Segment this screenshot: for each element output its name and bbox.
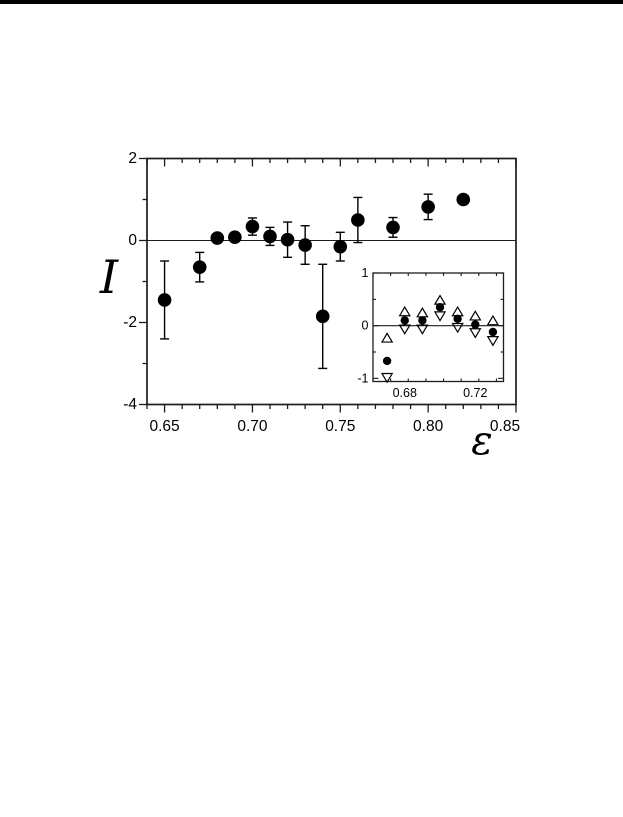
data-point-filled-circle [298,238,312,252]
main-x-tick-label: 0.85 [489,418,521,435]
data-point-filled-circle [418,316,426,324]
data-point-filled-circle [316,310,330,324]
main-y-tick-label: -4 [123,396,137,413]
inset-y-tick-label: 0 [361,318,369,333]
data-point-filled-circle [228,230,242,244]
data-point-filled-circle [383,357,391,365]
data-point-filled-circle [489,328,497,336]
data-point-filled-circle [246,220,260,234]
data-point-filled-circle [386,221,400,235]
inset-background [372,272,505,383]
main-x-tick-label: 0.70 [237,418,268,435]
inset-y-tick-label: -1 [357,371,369,386]
main-x-tick-label: 0.65 [149,418,180,435]
inset-x-tick-label: 0.68 [392,386,417,400]
data-point-filled-circle [263,230,277,244]
data-point-filled-circle [456,193,470,207]
data-point-filled-circle [193,260,207,274]
data-point-filled-circle [351,213,365,227]
main-y-axis-label: I [99,250,119,304]
inset-plot [357,266,504,400]
main-y-tick-label: -2 [123,314,137,331]
data-point-filled-circle [158,293,172,307]
main-x-axis-label: ε [471,418,493,464]
main-x-tick-label: 0.75 [325,418,356,435]
inset-x-tick-label: 0.72 [463,386,488,400]
main-y-tick-label: 2 [128,150,137,167]
data-point-filled-circle [210,231,224,245]
main-x-tick-label: 0.80 [413,418,444,435]
data-point-filled-circle [421,200,435,214]
data-point-filled-circle [333,240,347,254]
main-y-tick-label: 0 [128,232,137,249]
data-point-filled-circle [281,233,295,247]
data-point-filled-circle [401,316,409,324]
data-point-filled-circle [471,320,479,328]
inset-y-tick-label: 1 [361,266,369,280]
